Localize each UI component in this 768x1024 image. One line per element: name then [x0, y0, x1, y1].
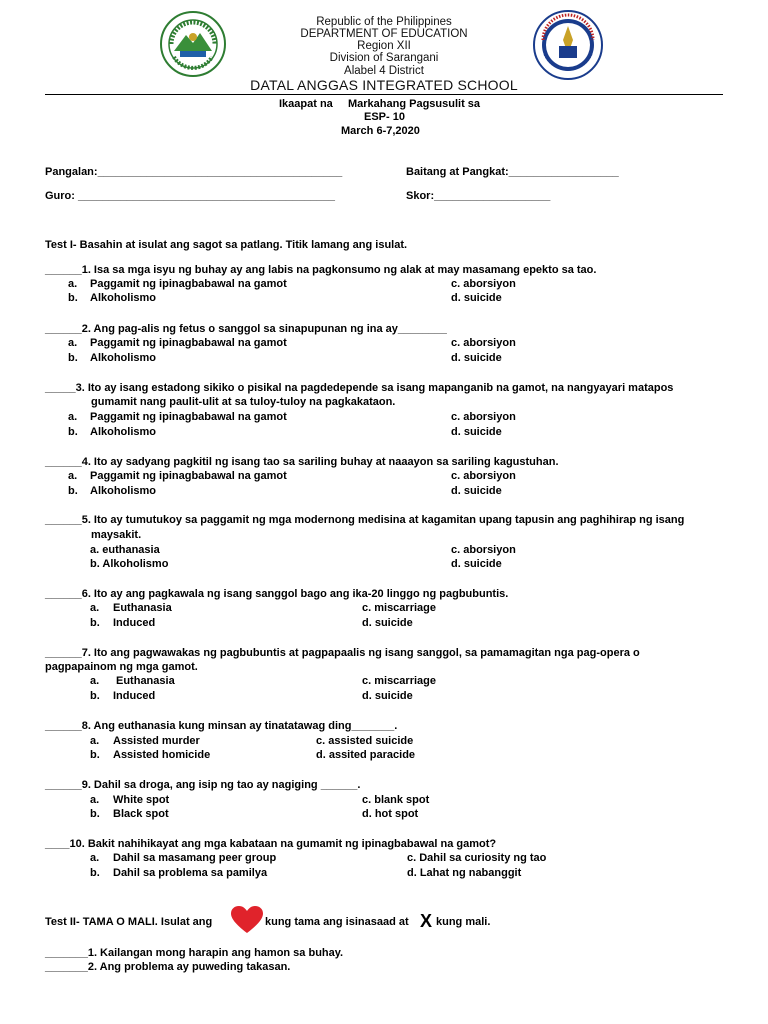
question-2: ______2. Ang pag-alis ng fetus o sanggol sa sinapupunan ng ina ay________	[45, 323, 447, 335]
header-school: DATAL ANGGAS INTEGRATED SCHOOL	[250, 77, 518, 93]
q1-choice-c: c. aborsiyon	[451, 278, 516, 290]
header-department: DEPARTMENT OF EDUCATION	[300, 28, 468, 40]
q8-choice-c: c. assisted suicide	[316, 735, 414, 747]
question-5-cont: maysakit.	[91, 529, 142, 541]
test2-instruction-c: kung mali.	[436, 916, 491, 928]
q1-choice-a: Paggamit ng ipinagbabawal na gamot	[90, 278, 287, 290]
q4-choice-a: Paggamit ng ipinagbabawal na gamot	[90, 470, 287, 482]
q10-choice-a: Dahil sa masamang peer group	[113, 852, 277, 864]
question-3: _____3. Ito ay isang estadong sikiko o pisikal na pagdedependе sa isang mapanganib na gamot, na nangyayari matapos	[45, 382, 674, 394]
x-mark: X	[420, 911, 433, 931]
q2-choice-c: c. aborsiyon	[451, 337, 516, 349]
question-6: ______6. Ito ay ang pagkawala ng isang sanggol bago ang ika-20 linggo ng pagbubuntis.	[45, 588, 509, 600]
skor-field[interactable]: Skor:___________________	[406, 190, 551, 202]
q9-choice-a-letter: a.	[90, 794, 100, 806]
exam-title-b: Markahang Pagsusulit sa	[348, 98, 481, 110]
question-7: ______7. Ito ang pagwawakas ng pagbubuntis at pagpapaalis ng isang sanggol, sa pamamagitan nga pag-opera o	[45, 647, 640, 659]
q1-choice-a-letter: a.	[68, 278, 78, 290]
q8-choice-a: Assisted murder	[113, 735, 200, 747]
q4-choice-d: d. suicide	[451, 485, 502, 497]
pangalan-field[interactable]: Pangalan:________________________________________	[45, 166, 343, 178]
question-10: ____10. Bakit nahihikayat ang mga kabataan na gumamit ng ipinagbabawal na gamot?	[45, 838, 497, 850]
q2-choice-a: Paggamit ng ipinagbabawal na gamot	[90, 337, 287, 349]
q5-choice-c: c. aborsiyon	[451, 544, 516, 556]
q1-choice-b: Alkoholismo	[90, 292, 157, 304]
question-9: ______9. Dahil sa droga, ang isip ng tao ay nagiging ______.	[45, 779, 361, 791]
question-1: ______1. Isa sa mga isyu ng buhay ay ang labis na pagkonsumo ng alak at may masamang epekto sa tao.	[45, 264, 597, 276]
q7-choice-a: Euthanasia	[116, 675, 175, 687]
q6-choice-d: d. suicide	[362, 617, 413, 629]
q4-choice-b-letter: b.	[68, 485, 78, 497]
q4-choice-a-letter: a.	[68, 470, 78, 482]
q2-choice-b-letter: b.	[68, 352, 78, 364]
exam-date: March 6-7,2020	[341, 125, 420, 137]
header-division: Division of Sarangani	[329, 52, 439, 64]
q7-choice-a-letter: a.	[90, 675, 100, 687]
q1-choice-b-letter: b.	[68, 292, 78, 304]
exam-subject: ESP- 10	[364, 111, 405, 123]
header-divider	[45, 94, 723, 95]
q6-choice-a-letter: a.	[90, 602, 100, 614]
question-7-cont: pagpapainom ng mga gamot.	[45, 661, 198, 673]
q3-choice-b: Alkoholismo	[90, 426, 157, 438]
q7-choice-c: c. miscarriage	[362, 675, 436, 687]
q10-choice-a-letter: a.	[90, 852, 100, 864]
heart-icon	[231, 906, 263, 934]
q8-choice-d: d. assited paracide	[316, 749, 416, 761]
question-4: ______4. Ito ay sadyang pagkitil ng isang tao sa sariling buhay at naaayon sa sariling kagustuhan.	[45, 456, 559, 468]
q10-choice-c: c. Dahil sa curiosity ng tao	[407, 852, 547, 864]
guro-field[interactable]: Guro: __________________________________________	[45, 190, 335, 202]
exam-title-a: Ikaapat na	[279, 98, 333, 110]
question-5: ______5. Ito ay tumutukoy sa paggamit ng mga modernong medisina at kagamitan upang tapusin ang paghihirap ng isang	[45, 514, 685, 526]
q8-choice-b-letter: b.	[90, 749, 100, 761]
q10-choice-b-letter: b.	[90, 867, 100, 879]
q3-choice-b-letter: b.	[68, 426, 78, 438]
q9-choice-b: Black spot	[113, 808, 169, 820]
q10-choice-d: d. Lahat ng nabanggit	[407, 867, 522, 879]
question-3-cont: gumamit nang paulit-ulit at sa tuloy-tuloy na pagkakataon.	[91, 396, 396, 408]
q7-choice-b-letter: b.	[90, 690, 100, 702]
test2-instruction-b: kung tama ang isinasaad at	[265, 916, 409, 928]
q6-choice-b: Induced	[113, 617, 156, 629]
q5-choice-b: b. Alkoholismo	[90, 558, 169, 570]
q5-choice-a: a. euthanasia	[90, 544, 160, 556]
q3-choice-a: Paggamit ng ipinagbabawal na gamot	[90, 411, 287, 423]
test1-instruction: Test I- Basahin at isulat ang sagot sa patlang. Titik lamang ang isulat.	[45, 239, 408, 251]
q4-choice-b: Alkoholismo	[90, 485, 157, 497]
q3-choice-d: d. suicide	[451, 426, 502, 438]
q9-choice-c: c. blank spot	[362, 794, 430, 806]
q10-choice-b: Dahil sa problema sa pamilya	[113, 867, 268, 879]
test2-item-1: _______1. Kailangan mong harapin ang hamon sa buhay.	[45, 947, 344, 959]
q7-choice-d: d. suicide	[362, 690, 413, 702]
q2-choice-a-letter: a.	[68, 337, 78, 349]
test2-instruction-a: Test II- TAMA O MALI. Isulat ang	[45, 916, 213, 928]
q6-choice-a: Euthanasia	[113, 602, 172, 614]
q6-choice-b-letter: b.	[90, 617, 100, 629]
q8-choice-b: Assisted homicide	[113, 749, 211, 761]
q1-choice-d: d. suicide	[451, 292, 502, 304]
q6-choice-c: c. miscarriage	[362, 602, 436, 614]
q3-choice-c: c. aborsiyon	[451, 411, 516, 423]
q4-choice-c: c. aborsiyon	[451, 470, 516, 482]
baitang-field[interactable]: Baitang at Pangkat:__________________	[406, 166, 619, 178]
q2-choice-b: Alkoholismo	[90, 352, 157, 364]
header-region: Region XII	[357, 40, 411, 52]
header-republic: Republic of the Philippines	[316, 16, 452, 28]
q9-choice-b-letter: b.	[90, 808, 100, 820]
q8-choice-a-letter: a.	[90, 735, 100, 747]
q9-choice-d: d. hot spot	[362, 808, 419, 820]
header-district: Alabel 4 District	[344, 65, 424, 77]
q9-choice-a: White spot	[113, 794, 170, 806]
q7-choice-b: Induced	[113, 690, 156, 702]
q5-choice-d: d. suicide	[451, 558, 502, 570]
question-8: ______8. Ang euthanasia kung minsan ay tinatatawag ding_______.	[45, 720, 398, 732]
test2-item-2: _______2. Ang problema ay puweding takasan.	[45, 961, 291, 973]
q2-choice-d: d. suicide	[451, 352, 502, 364]
q3-choice-a-letter: a.	[68, 411, 78, 423]
